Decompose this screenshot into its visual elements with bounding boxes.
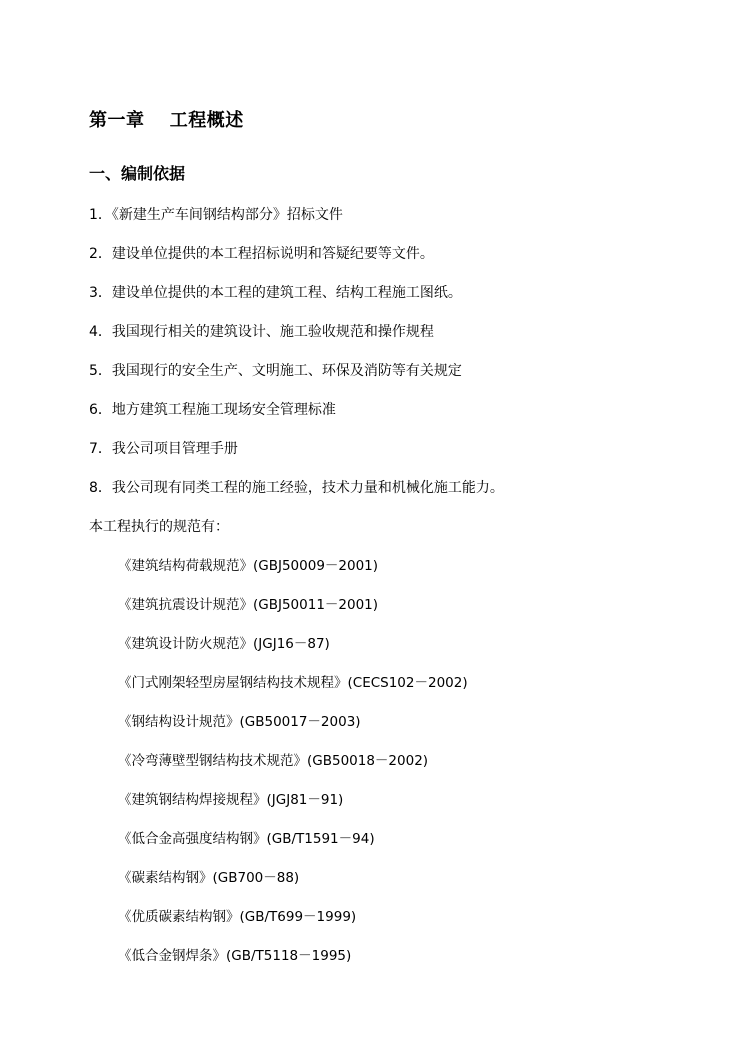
standard-item: 《碳素结构钢》(GB700－88) — [118, 870, 300, 886]
standard-item: 《建筑设计防火规范》(JGJ16－87) — [118, 636, 330, 652]
standard-item: 《建筑钢结构焊接规程》(JGJ81－91) — [118, 792, 344, 808]
section-title: 一、编制依据 — [89, 164, 186, 183]
basis-item: 5．我国现行的安全生产、文明施工、环保及消防等有关规定 — [89, 363, 462, 379]
standard-item: 《优质碳素结构钢》(GB/T699－1999) — [118, 909, 357, 925]
standard-item: 《钢结构设计规范》(GB50017－2003) — [118, 714, 361, 730]
basis-item: 1．《新建生产车间钢结构部分》招标文件 — [89, 207, 343, 223]
basis-item: 4．我国现行相关的建筑设计、施工验收规范和操作规程 — [89, 324, 434, 340]
chapter-title: 第一章 工程概述 — [89, 110, 244, 131]
standard-item: 《冷弯薄壁型钢结构技术规范》(GB50018－2002) — [118, 753, 429, 769]
standard-item: 《低合金高强度结构钢》(GB/T1591－94) — [118, 831, 375, 847]
basis-item: 7．我公司项目管理手册 — [89, 441, 238, 457]
basis-item: 8．我公司现有同类工程的施工经验，技术力量和机械化施工能力。 — [89, 480, 504, 496]
basis-item: 3．建设单位提供的本工程的建筑工程、结构工程施工图纸。 — [89, 285, 462, 301]
standard-item: 《低合金钢焊条》(GB/T5118－1995) — [118, 948, 352, 964]
standards-intro: 本工程执行的规范有： — [89, 519, 229, 535]
basis-item: 6．地方建筑工程施工现场安全管理标准 — [89, 402, 336, 418]
standard-item: 《门式刚架轻型房屋钢结构技术规程》(CECS102－2002) — [118, 675, 468, 691]
standard-item: 《建筑结构荷载规范》(GBJ50009－2001) — [118, 558, 379, 574]
standard-item: 《建筑抗震设计规范》(GBJ50011－2001) — [118, 597, 379, 613]
basis-item: 2．建设单位提供的本工程招标说明和答疑纪要等文件。 — [89, 246, 434, 262]
